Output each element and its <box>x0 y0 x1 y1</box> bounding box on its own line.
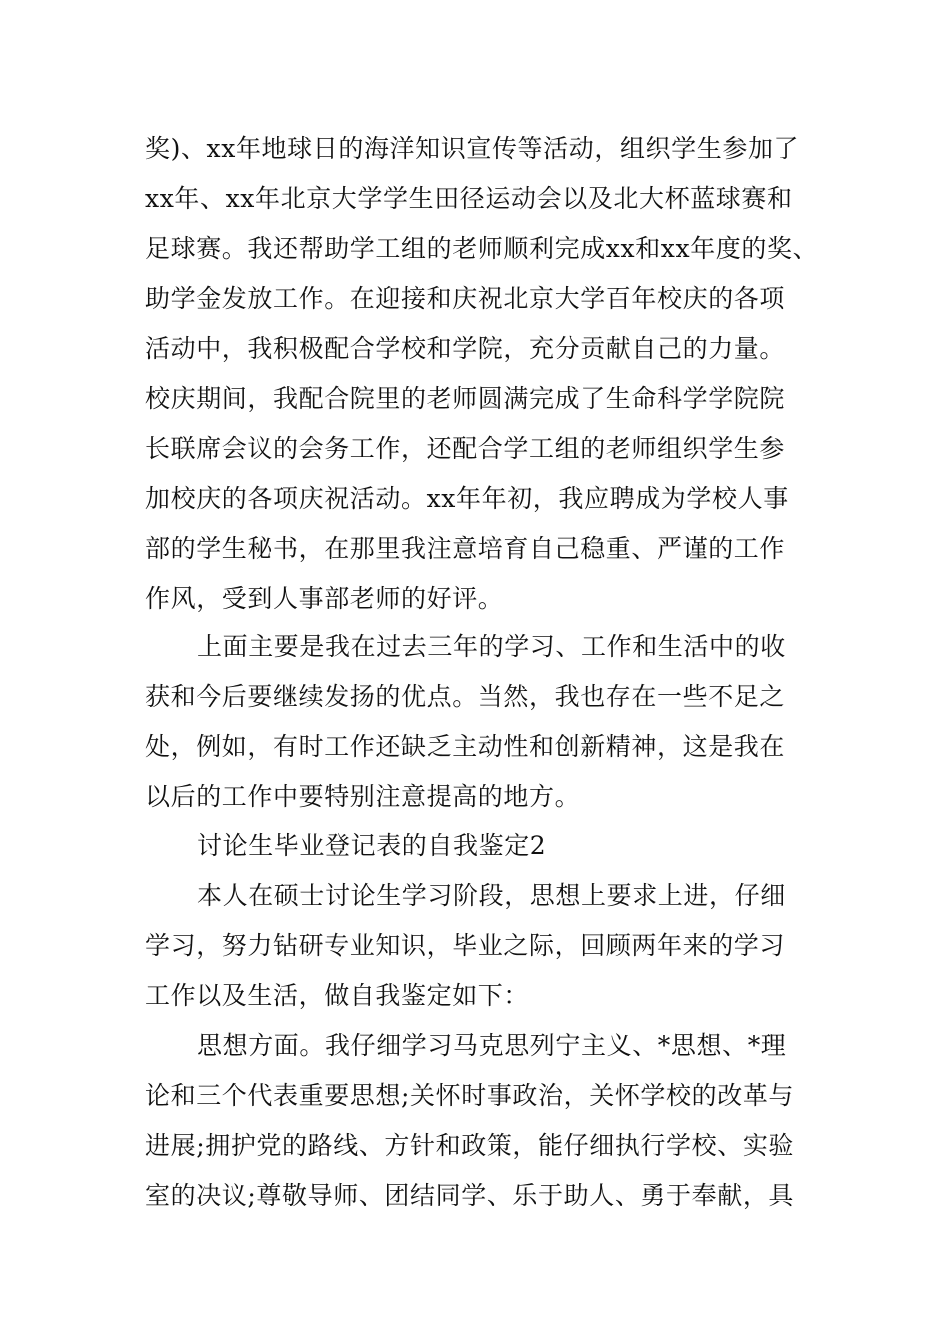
text-line: 长联席会议的会务工作，还配合学工组的老师组织学生参 <box>145 434 786 463</box>
text-line: 足球赛。我还帮助学工组的老师顺利完成xx和xx年度的奖、 <box>145 234 819 263</box>
text-line: 处，例如，有时工作还缺乏主动性和创新精神，这是我在 <box>145 732 786 761</box>
text-line: 作风，受到人事部老师的好评。 <box>145 584 504 613</box>
text-line: 室的决议;尊敬导师、团结同学、乐于助人、勇于奉献，具 <box>145 1181 795 1210</box>
text-line: 论和三个代表重要思想;关怀时事政治，关怀学校的改革与 <box>145 1081 795 1110</box>
text-line: 校庆期间，我配合院里的老师圆满完成了生命科学学院院 <box>145 384 786 413</box>
paragraph-first-line: 本人在硕士讨论生学习阶段，思想上要求上进，仔细 <box>197 881 786 910</box>
text-line: 奖)、xx年地球日的海洋知识宣传等活动，组织学生参加了 <box>145 134 800 163</box>
text-line: 活动中，我积极配合学校和学院，充分贡献自己的力量。 <box>145 334 786 363</box>
text-line: 助学金发放工作。在迎接和庆祝北京大学百年校庆的各项 <box>145 284 786 313</box>
paragraph-first-line: 上面主要是我在过去三年的学习、工作和生活中的收 <box>197 632 786 661</box>
paragraph-first-line: 思想方面。我仔细学习马克思列宁主义、*思想、*理 <box>197 1031 787 1060</box>
text-line: 工作以及生活，做自我鉴定如下： <box>145 981 530 1010</box>
text-line: xx年、xx年北京大学学生田径运动会以及北大杯蓝球赛和 <box>145 184 793 213</box>
text-line: 加校庆的各项庆祝活动。xx年年初，我应聘成为学校人事 <box>145 484 789 513</box>
text-line: 以后的工作中要特别注意提高的地方。 <box>145 782 581 811</box>
text-line: 学习，努力钻研专业知识，毕业之际，回顾两年来的学习 <box>145 931 786 960</box>
section-heading: 讨论生毕业登记表的自我鉴定2 <box>197 831 547 860</box>
text-line: 进展;拥护党的路线、方针和政策，能仔细执行学校、实验 <box>145 1131 795 1160</box>
text-line: 获和今后要继续发扬的优点。当然，我也存在一些不足之 <box>145 682 786 711</box>
text-line: 部的学生秘书，在那里我注意培育自己稳重、严谨的工作 <box>145 534 786 563</box>
